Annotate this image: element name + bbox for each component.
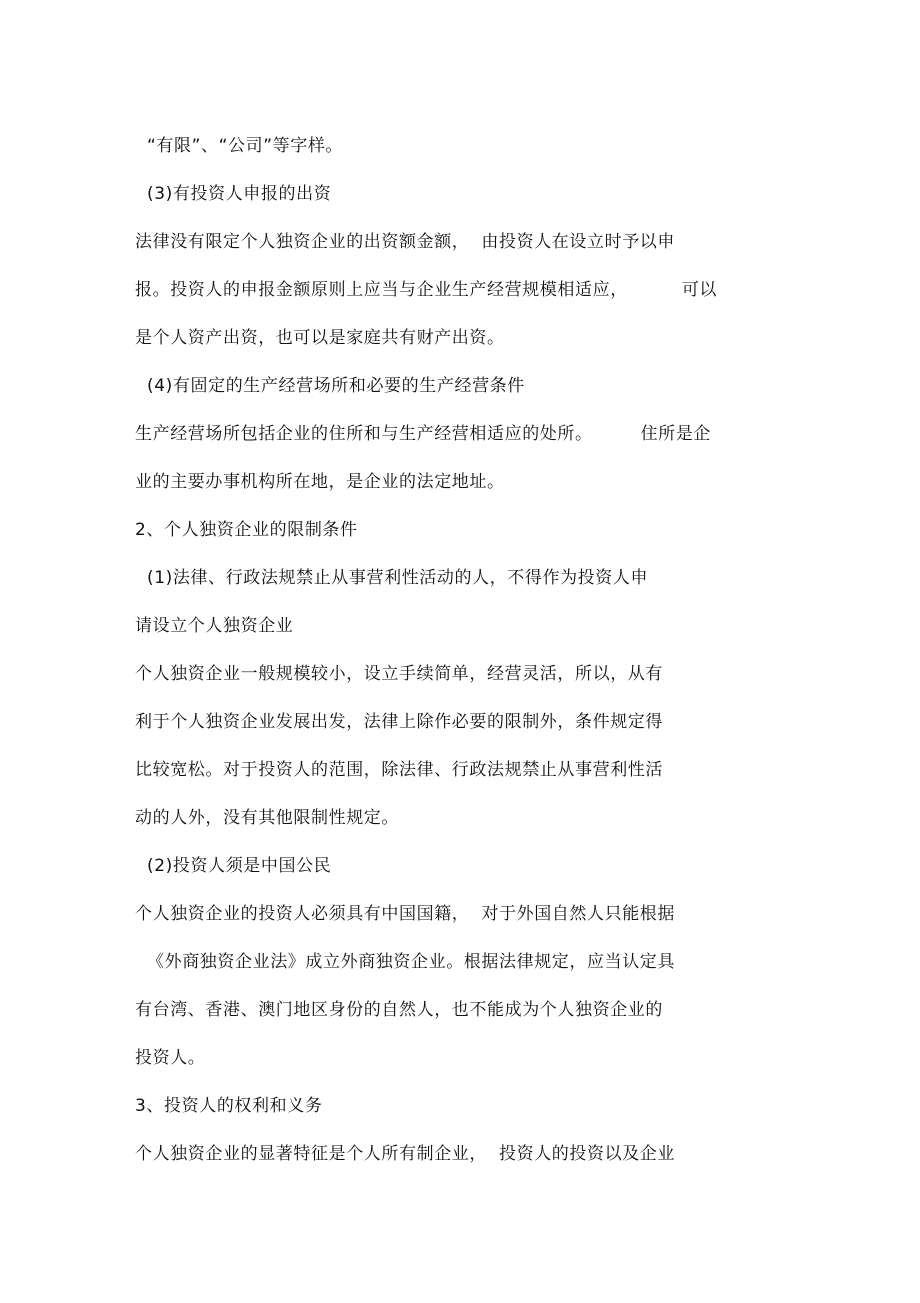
text-line: 个人独资企业的投资人必须具有中国国籍， 对于外国自然人只能根据 [135,904,676,924]
text-line: 《外商独资企业法》成立外商独资企业。根据法律规定，应当认定具 [135,952,676,972]
text-line: “有限”、“公司”等字样。 [135,136,344,156]
section-heading: 2、个人独资企业的限制条件 [135,520,358,540]
text-line: 是个人资产出资，也可以是家庭共有财产出资。 [135,328,505,348]
section-heading: 请设立个人独资企业 [135,616,294,636]
section-heading: (1)法律、行政法规禁止从事营利性活动的人，不得作为投资人申 [135,568,649,588]
text-line: 生产经营场所包括企业的住所和与生产经营相适应的处所。 住所是企 [135,424,712,444]
text-line: 报。投资人的申报金额原则上应当与企业生产经营规模相适应， 可以 [135,280,718,300]
text-line: 有台湾、香港、澳门地区身份的自然人，也不能成为个人独资企业的 [135,1000,663,1020]
section-heading: 3、投资人的权利和义务 [135,1096,323,1116]
section-heading: (2)投资人须是中国公民 [135,856,332,876]
text-line: 动的人外，没有其他限制性规定。 [135,808,399,828]
section-heading: (3)有投资人申报的出资 [135,184,332,204]
section-heading: (4)有固定的生产经营场所和必要的生产经营条件 [135,376,525,396]
text-line: 投资人。 [135,1048,206,1068]
text-line: 比较宽松。对于投资人的范围，除法律、行政法规禁止从事营利性活 [135,760,663,780]
text-line: 个人独资企业一般规模较小，设立手续简单，经营灵活，所以，从有 [135,664,663,684]
text-line: 利于个人独资企业发展出发，法律上除作必要的限制外，条件规定得 [135,712,663,732]
text-line: 法律没有限定个人独资企业的出资额金额， 由投资人在设立时予以申 [135,232,676,252]
text-line: 业的主要办事机构所在地，是企业的法定地址。 [135,472,505,492]
text-line: 个人独资企业的显著特征是个人所有制企业， 投资人的投资以及企业 [135,1144,676,1164]
